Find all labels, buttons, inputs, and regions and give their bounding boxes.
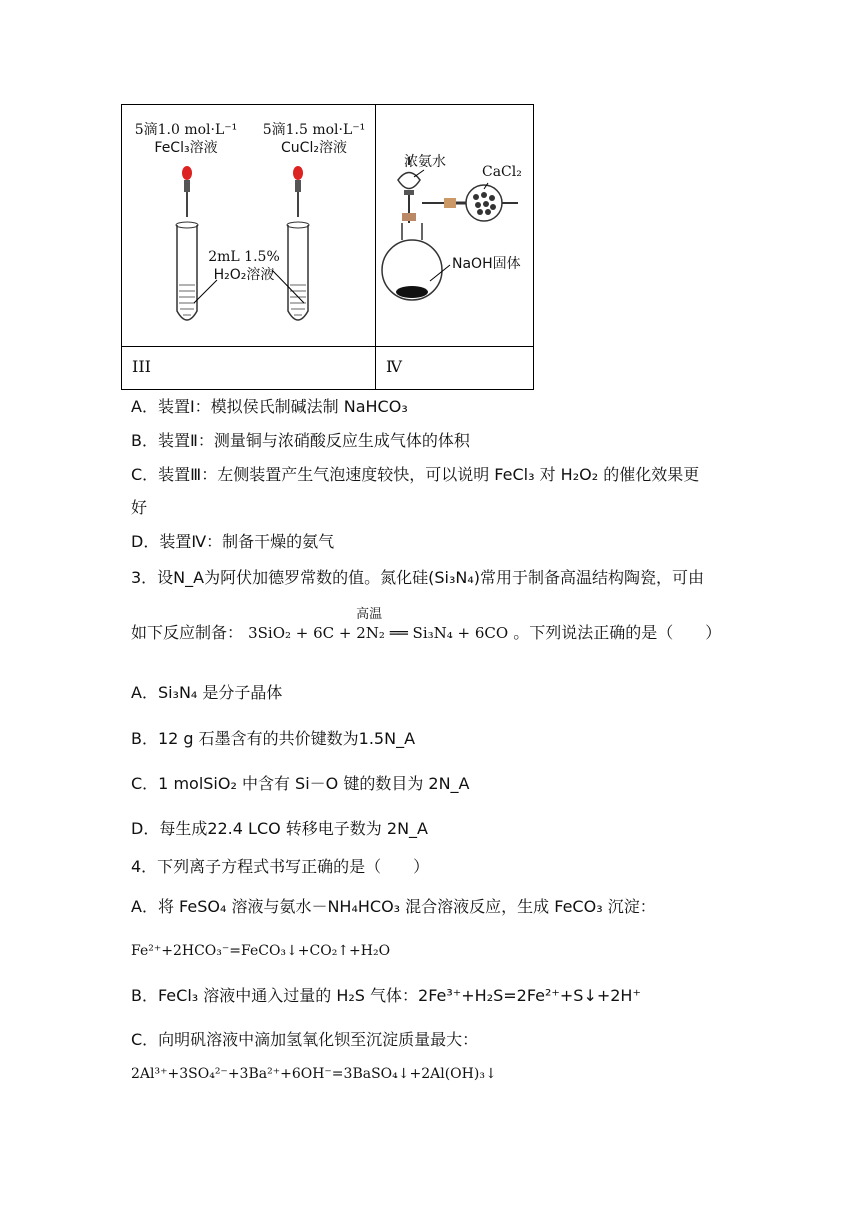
q3-equation-wrap xyxy=(248,607,509,644)
left-test-tube xyxy=(177,225,197,320)
ammonia-apparatus-figure xyxy=(376,105,533,342)
right-dropper-neck xyxy=(295,180,301,192)
q3-condition: 高温 xyxy=(356,607,383,622)
q4-stem: 4．下列离子方程式书写正确的是（ ） xyxy=(131,857,430,876)
ammonia-pointer xyxy=(414,170,424,177)
naoh-solid xyxy=(396,286,428,298)
right-tube-mouth xyxy=(287,222,309,228)
q4-option-a-equation: Fe²⁺+2HCO₃⁻=FeCO₃↓+CO₂↑+H₂O xyxy=(131,943,391,959)
funnel-stopcock xyxy=(404,190,414,195)
cell-III-caption: III xyxy=(122,347,376,390)
q2-option-a: A．装置Ⅰ：模拟侯氏制碱法制 NaHCO₃ xyxy=(131,397,408,416)
q3-stem-post: 。下列说法正确的是（ ） xyxy=(513,623,722,642)
left-tube-mouth xyxy=(176,222,198,228)
q3-stem-line2 xyxy=(131,607,722,644)
q3-option-a: A．Si₃N₄ 是分子晶体 xyxy=(131,683,283,702)
ammonia-label: 浓氨水 xyxy=(404,154,446,170)
left-dropper-bulb xyxy=(182,166,192,180)
tube-connector xyxy=(444,198,456,208)
q3-option-d: D．每生成22.4 LCO 转移电子数为 2N_A xyxy=(131,819,428,838)
q2-option-c: C．装置Ⅲ：左侧装置产生气泡速度较快，可以说明 FeCl₃ 对 H₂O₂ 的催化效果更 xyxy=(131,465,700,484)
q3-equation: 3SiO₂ + 6C + 2N₂ ══ Si₃N₄ + 6CO xyxy=(248,624,509,642)
right-dropper-bulb xyxy=(293,166,303,180)
left-dropper-neck xyxy=(184,180,190,192)
cell-IV-figure xyxy=(376,105,534,347)
cell-III-figure xyxy=(122,105,376,347)
cacl2-label: CaCl₂ xyxy=(482,164,522,180)
cell-IV-caption: Ⅳ xyxy=(376,347,534,390)
tube-content-label: 2mL 1.5% H₂O₂溶液 xyxy=(208,249,280,283)
right-reagent-label: 5滴1.5 mol·L⁻¹ CuCl₂溶液 xyxy=(262,122,366,156)
q2-option-d: D．装置Ⅳ：制备干燥的氨气 xyxy=(131,532,335,551)
funnel-stopper-cork xyxy=(402,213,416,221)
q3-option-c: C．1 molSiO₂ 中含有 Si－O 键的数目为 2N_A xyxy=(131,774,470,793)
left-reagent-label: 5滴1.0 mol·L⁻¹ FeCl₃溶液 xyxy=(134,122,238,156)
q2-option-c-cont: 好 xyxy=(131,498,148,517)
right-tube-liquid xyxy=(290,285,306,315)
q4-option-c: C．向明矾溶液中滴加氢氧化钡至沉淀质量最大： xyxy=(131,1030,479,1049)
left-tube-liquid xyxy=(179,285,195,315)
q3-stem-pre: 如下反应制备： xyxy=(131,623,244,642)
q4-option-a: A．将 FeSO₄ 溶液与氨水－NH₄HCO₃ 混合溶液反应，生成 FeCO₃ 沉淀： xyxy=(131,897,656,916)
q3-option-b: B．12 g 石墨含有的共价键数为1.5N_A xyxy=(131,729,416,748)
apparatus-table xyxy=(121,104,534,390)
q4-option-b: B．FeCl₃ 溶液中通入过量的 H₂S 气体：2Fe³⁺+H₂S=2Fe²⁺+S↓+2H⁺ xyxy=(131,986,641,1005)
q4-option-c-equation: 2Al³⁺+3SO₄²⁻+3Ba²⁺+6OH⁻=3BaSO₄↓+2Al(OH)₃↓ xyxy=(131,1066,497,1082)
q3-stem: 3．设N_A为阿伏加德罗常数的值。氮化硅(Si₃N₄)常用于制备高温结构陶瓷，可由 xyxy=(131,568,704,587)
naoh-label: NaOH固体 xyxy=(452,256,521,272)
q2-option-b: B．装置Ⅱ：测量铜与浓硝酸反应生成气体的体积 xyxy=(131,431,470,450)
right-test-tube xyxy=(288,225,308,320)
